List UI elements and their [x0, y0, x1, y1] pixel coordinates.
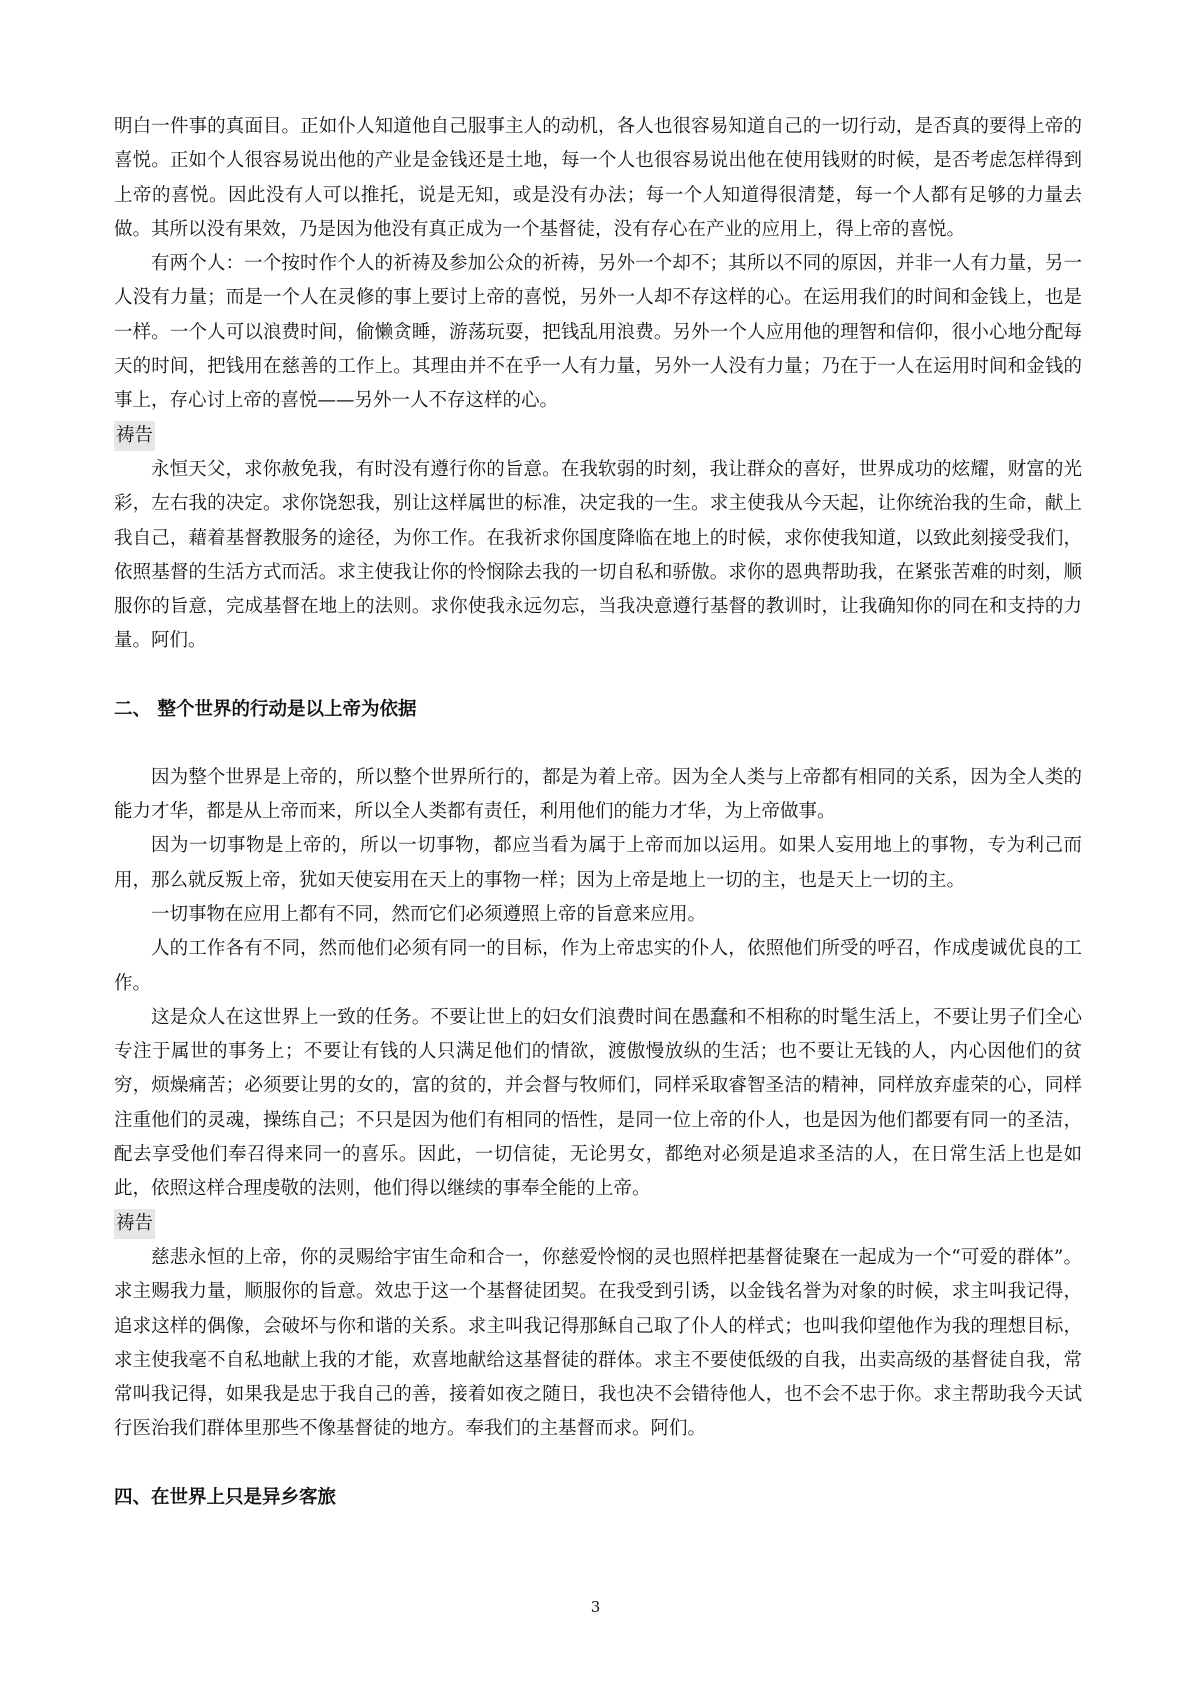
prayer-label: 祷告	[114, 421, 155, 451]
spacer	[114, 659, 1082, 693]
spacer	[114, 727, 1082, 761]
prayer-label: 祷告	[114, 1209, 155, 1239]
section-heading: 二、 整个世界的行动是以上帝为依据	[114, 698, 417, 720]
page-number: 3	[590, 1598, 601, 1616]
prayer-paragraph: 永恒天父，求你赦免我，有时没有遵行你的旨意。在我软弱的时刻，我让群众的喜好，世界成功的炫耀，财富的光彩，左右我的决定。求你饶恕我，别让这样属世的标准，决定我的一生。求主使我从今天起，让你统治我的生命，献上我自己，藉着基督教服务的途径，为你工作。在我祈求你国度降临在地上的时候，求你使我知道，以致此刻接受我们，依照基督的生活方式而活。求主使我让你的怜悯除去我的一切自私和骄傲。求你的恩典帮助我，在紧张苦难的时刻，顺服你的旨意，完成基督在地上的法则。求你使我永远勿忘，当我决意遵行基督的教训时，让我确知你的同在和支持的力量。阿们。	[114, 458, 1082, 652]
prayer-label-row	[114, 419, 1082, 453]
body-paragraph: 因为一切事物是上帝的，所以一切事物，都应当看为属于上帝而加以运用。如果人妄用地上的事物，专为利己而用，那么就反叛上帝，犹如天使妄用在天上的事物一样；因为上帝是地上一切的主，也是天上一切的主。	[114, 835, 1082, 891]
body-paragraph: 因为整个世界是上帝的，所以整个世界所行的，都是为着上帝。因为全人类与上帝都有相同的关系，因为全人类的能力才华，都是从上帝而来，所以全人类都有责任，利用他们的能力才华，为上帝做事。	[114, 766, 1082, 823]
spacer	[114, 1447, 1082, 1481]
body-paragraph: 一切事物在应用上都有不同，然而它们必须遵照上帝的旨意来应用。	[151, 903, 707, 925]
prayer-label-row	[114, 1207, 1082, 1241]
body-paragraph: 这是众人在这世界上一致的任务。不要让世上的妇女们浪费时间在愚蠢和不相称的时髦生活上，不要让男子们全心专注于属世的事务上；不要让有钱的人只满足他们的情欲，渡傲慢放纵的生活；也不要让无钱的人，内心因他们的贫穷，烦燥痛苦；必须要让男的女的，富的贫的，并会督与牧师们，同样采取睿智圣洁的精神，同样放弃虚荣的心，同样注重他们的灵魂，操练自己；不只是因为他们有相同的悟性，是同一位上帝的仆人，也是因为他们都要有同一的圣洁，配去享受他们奉召得来同一的喜乐。因此，一切信徒，无论男女，都绝对必须是追求圣洁的人，在日常生活上也是如此，依照这样合理虔敬的法则，他们得以继续的事奉全能的上帝。	[114, 1006, 1082, 1200]
prayer-paragraph: 慈悲永恒的上帝，你的灵赐给宇宙生命和合一，你慈爱怜悯的灵也照样把基督徒聚在一起成为一个“可爱的群体”。求主赐我力量，顺服你的旨意。效忠于这一个基督徒团契。在我受到引诱，以金钱名誉为对象的时候，求主叫我记得，追求这样的偶像，会破坏与你和谐的关系。求主叫我记得那稣自己取了仆人的样式；也叫我仰望他作为我的理想目标，求主使我毫不自私地献上我的才能，欢喜地献给这基督徒的群体。求主不要使低级的自我，出卖高级的基督徒自我，常常叫我记得，如果我是忠于我自己的善，接着如夜之随日，我也决不会错待他人，也不会不忠于你。求主帮助我今天试行医治我们群体里那些不像基督徒的地方。奉我们的主基督而求。阿们。	[114, 1246, 1082, 1440]
body-paragraph: 有两个人：一个按时作个人的祈祷及参加公众的祈祷，另外一个却不；其所以不同的原因，并非一人有力量，另一人没有力量；而是一个人在灵修的事上要讨上帝的喜悦，另外一人却不存这样的心。在运用我们的时间和金钱上，也是一样。一个人可以浪费时间，偷懒贪睡，游荡玩耍，把钱乱用浪费。另外一个人应用他的理智和信仰，很小心地分配每天的时间，把钱用在慈善的工作上。其理由并不在乎一人有力量，另外一人没有力量；乃在于一人在运用时间和金钱的事上，存心讨上帝的喜悦——另外一人不存这样的心。	[114, 253, 1082, 412]
body-paragraph: 明白一件事的真面目。正如仆人知道他自己服事主人的动机，各人也很容易知道自己的一切行动，是否真的要得上帝的喜悦。正如个人很容易说出他的产业是金钱还是土地，每一个人也很容易说出他在使用钱财的时候，是否考虑怎样得到上帝的喜悦。因此没有人可以推托，说是无知，或是没有办法；每一个人知道得很清楚，每一个人都有足够的力量去做。其所以没有果效，乃是因为他没有真正成为一个基督徒，没有存心在产业的应用上，得上帝的喜悦。	[114, 116, 1082, 240]
body-paragraph: 人的工作各有不同，然而他们必须有同一的目标，作为上帝忠实的仆人，依照他们所受的呼召，作成虔诚优良的工作。	[114, 938, 1082, 994]
section-heading: 四、在世界上只是异乡客旅	[114, 1486, 337, 1508]
document-page	[114, 110, 1082, 1515]
